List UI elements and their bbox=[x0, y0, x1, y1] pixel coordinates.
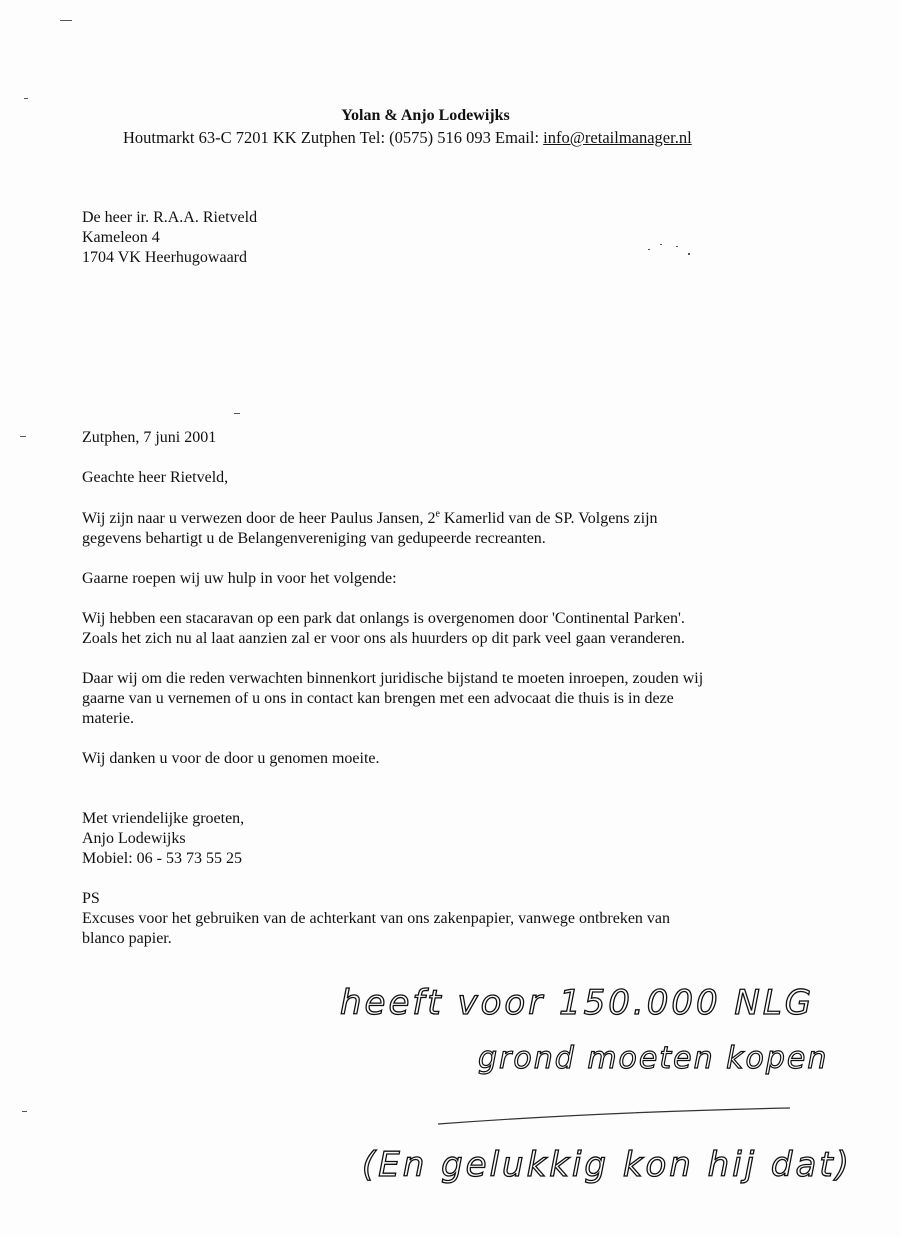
body-line: Wij danken u voor de door u genomen moeite. bbox=[82, 750, 380, 767]
scan-mark bbox=[660, 244, 662, 245]
body-text: Wij zijn naar u verwezen door de heer Paulus Jansen, 2 bbox=[82, 510, 436, 527]
closing-name: Anjo Lodewijks bbox=[82, 830, 186, 847]
ps-line: Excuses voor het gebruiken van de achterkant van ons zakenpapier, vanwege ontbreken van bbox=[82, 910, 671, 927]
scan-mark bbox=[60, 20, 72, 21]
body-line: Gaarne roepen wij uw hulp in voor het volgende: bbox=[82, 570, 397, 587]
body-line: Wij hebben een stacaravan op een park dat onlangs is overgenomen door 'Continental Parken'. bbox=[82, 610, 685, 627]
date-line: Zutphen, 7 juni 2001 bbox=[82, 429, 217, 446]
handwritten-line-3: (En gelukkig kon hij dat) bbox=[362, 1145, 852, 1185]
body-line bbox=[82, 509, 802, 529]
body-paragraph-3 bbox=[82, 609, 802, 649]
body-line: Zoals het zich nu al laat aanzien zal er voor ons als huurders op dit park veel gaan veranderen. bbox=[82, 630, 685, 647]
recipient-address bbox=[82, 208, 257, 268]
scan-mark bbox=[234, 413, 240, 414]
body-line: materie. bbox=[82, 710, 134, 727]
scan-mark bbox=[20, 436, 26, 437]
ps-label: PS bbox=[82, 890, 100, 907]
body-paragraph-1 bbox=[82, 509, 802, 549]
body-line: Daar wij om die reden verwachten binnenkort juridische bijstand te moeten inroepen, zouden wij bbox=[82, 670, 704, 687]
body-line: gegevens behartigt u de Belangenvereniging van gedupeerde recreanten. bbox=[82, 530, 546, 547]
body-paragraph-2 bbox=[82, 569, 802, 589]
closing-mobile: Mobiel: 06 - 53 73 55 25 bbox=[82, 850, 242, 867]
body-text: Kamerlid van de SP. Volgens zijn bbox=[439, 510, 658, 527]
letterhead-name: Yolan & Anjo Lodewijks bbox=[341, 107, 510, 124]
email-link[interactable]: info@retailmanager.nl bbox=[543, 128, 692, 147]
scan-mark bbox=[676, 246, 678, 247]
handwritten-line-1: heeft voor 150.000 NLG bbox=[340, 983, 815, 1023]
postscript bbox=[82, 889, 670, 949]
scan-mark bbox=[688, 253, 690, 255]
recipient-line: De heer ir. R.A.A. Rietveld bbox=[82, 209, 258, 226]
recipient-line: Kameleon 4 bbox=[82, 229, 160, 246]
scan-mark bbox=[24, 98, 28, 99]
superscript: e bbox=[435, 508, 440, 520]
closing bbox=[82, 809, 244, 869]
body-paragraph-5 bbox=[82, 749, 802, 769]
letterhead-address bbox=[123, 128, 692, 148]
scan-mark bbox=[648, 249, 650, 250]
handwritten-line-2: grond moeten kopen bbox=[478, 1041, 829, 1076]
recipient-line: 1704 VK Heerhugowaard bbox=[82, 249, 247, 266]
handwritten-underline bbox=[438, 1108, 790, 1124]
closing-greeting: Met vriendelijke groeten, bbox=[82, 810, 245, 827]
body-paragraph-4 bbox=[82, 669, 802, 729]
body-line: gaarne van u vernemen of u ons in contact kan brengen met een advocaat die thuis is in deze bbox=[82, 690, 674, 707]
scan-mark bbox=[22, 1111, 27, 1112]
ps-line: blanco papier. bbox=[82, 930, 172, 947]
address-text: Houtmarkt 63-C 7201 KK Zutphen Tel: (0575) 516 093 Email: bbox=[123, 128, 540, 147]
salutation: Geachte heer Rietveld, bbox=[82, 469, 229, 486]
